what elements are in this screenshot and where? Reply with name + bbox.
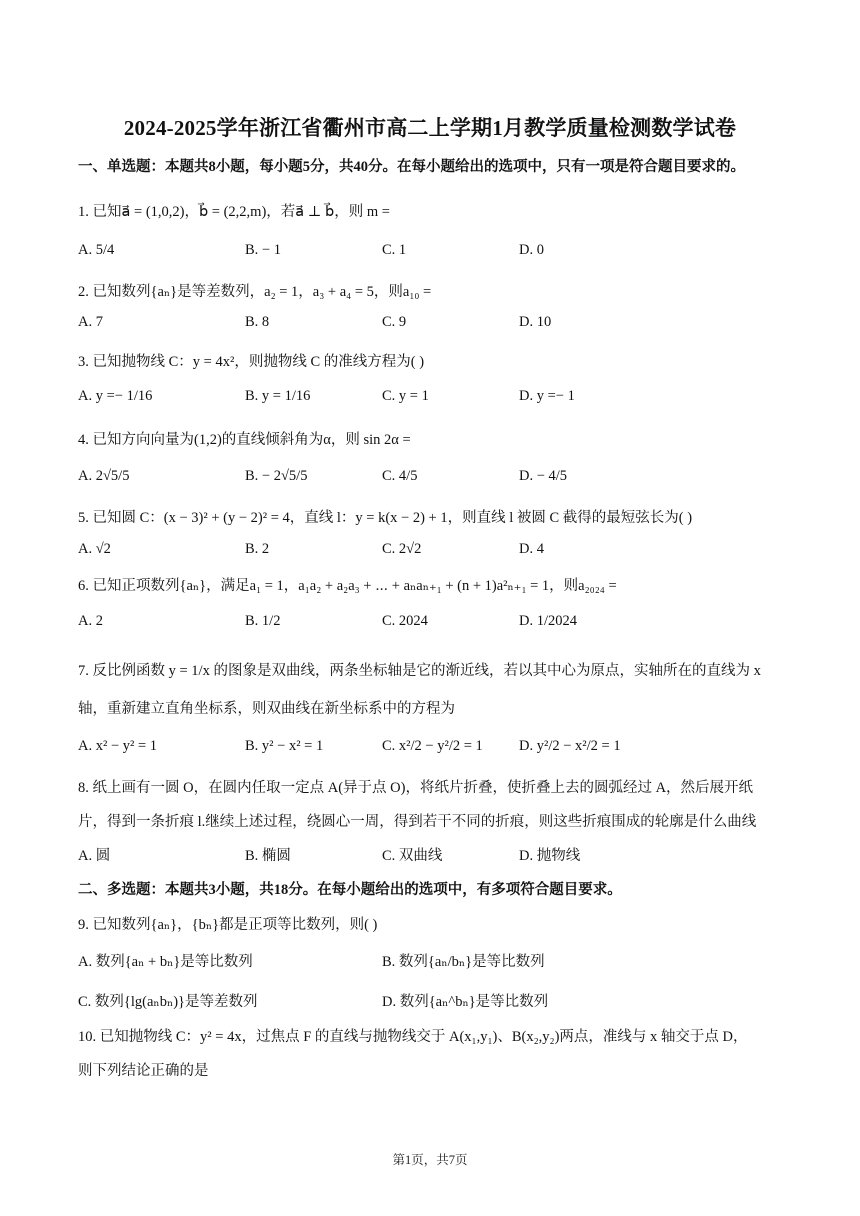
- option-c: C. 4/5: [382, 468, 418, 484]
- option-b: B. 8: [245, 314, 270, 330]
- question-1-options: [78, 242, 798, 264]
- question-6-stem: 6. 已知正项数列{aₙ}，满足a₁ = 1，a₁a₂ + a₂a₃ + ⋯ + aₙaₙ₊₁ + (n + 1)a²ₙ₊₁ = 1，则a₂₀₂₄ =: [78, 578, 617, 594]
- option-a: A. y =− 1/16: [78, 388, 153, 404]
- question-7-stem-continued: 轴，重新建立直角坐标系，则双曲线在新坐标系中的方程为: [78, 701, 455, 717]
- question-7-stem: 7. 反比例函数 y = 1/x 的图象是双曲线，两条坐标轴是它的渐近线，若以其中心为原点，实轴所在的直线为 x: [78, 663, 761, 679]
- option-c: C. 2√2: [382, 541, 422, 557]
- option-d: D. 4: [519, 541, 544, 557]
- option-b: B. − 1: [245, 242, 281, 258]
- question-6-options: [78, 613, 798, 635]
- option-a: A. 2√5/5: [78, 468, 130, 484]
- option-d: D. 抛物线: [519, 848, 581, 864]
- question-5-options: [78, 541, 798, 563]
- option-b: B. 2: [245, 541, 270, 557]
- option-a: A. 圆: [78, 848, 111, 864]
- question-2-options: [78, 314, 798, 336]
- option-b: B. y² − x² = 1: [245, 738, 324, 754]
- option-b: B. y = 1/16: [245, 388, 311, 404]
- question-3-stem: 3. 已知抛物线 C：y = 4x²，则抛物线 C 的准线方程为( ): [78, 354, 425, 370]
- option-d: D. 0: [519, 242, 544, 258]
- question-1-stem: 1. 已知a⃗ = (1,0,2)，b⃗ = (2,2,m)，若a⃗ ⊥ b⃗，则 m =: [78, 204, 390, 220]
- question-8-stem-continued: 片，得到一条折痕 l.继续上述过程，绕圆心一周，得到若干不同的折痕，则这些折痕围成的轮廓是什么曲线: [78, 814, 757, 830]
- option-c: C. 数列{lg(aₙbₙ)}是等差数列: [78, 994, 258, 1010]
- option-c: C. y = 1: [382, 388, 429, 404]
- option-c: C. x²/2 − y²/2 = 1: [382, 738, 483, 754]
- option-a: A. x² − y² = 1: [78, 738, 158, 754]
- page-footer: 第1页，共7页: [392, 1153, 468, 1167]
- question-8-stem: 8. 纸上画有一圆 O，在圆内任取一定点 A(异于点 O)，将纸片折叠，使折叠上去的圆弧经过 A，然后展开纸: [78, 780, 754, 796]
- question-9-options-row-2: [78, 990, 798, 1012]
- page-title: 2024-2025学年浙江省衢州市高二上学期1月教学质量检测数学试卷: [123, 116, 737, 140]
- option-c: C. 双曲线: [382, 848, 443, 864]
- question-8-options: [78, 844, 798, 866]
- option-b: B. − 2√5/5: [245, 468, 308, 484]
- option-b: B. 1/2: [245, 613, 281, 629]
- option-c: C. 9: [382, 314, 407, 330]
- question-2-stem: 2. 已知数列{aₙ}是等差数列，a₂ = 1，a₃ + a₄ = 5，则a₁₀ =: [78, 284, 432, 300]
- option-a: A. 数列{aₙ + bₙ}是等比数列: [78, 954, 253, 970]
- question-7-options: [78, 738, 798, 760]
- option-b: B. 椭圆: [245, 848, 291, 864]
- question-9-stem: 9. 已知数列{aₙ}，{bₙ}都是正项等比数列，则( ): [78, 917, 378, 933]
- option-a: A. √2: [78, 541, 111, 557]
- question-4-stem: 4. 已知方向向量为(1,2)的直线倾斜角为α，则 sin 2α =: [78, 432, 411, 448]
- option-d: D. 数列{aₙ^bₙ}是等比数列: [382, 994, 549, 1010]
- option-d: D. − 4/5: [519, 468, 568, 484]
- question-9-options-row-1: [78, 950, 798, 972]
- question-3-options: [78, 388, 798, 410]
- option-a: A. 5/4: [78, 242, 115, 258]
- option-d: D. y²/2 − x²/2 = 1: [519, 738, 621, 754]
- option-b: B. 数列{aₙ/bₙ}是等比数列: [382, 954, 545, 970]
- question-10-stem: 10. 已知抛物线 C：y² = 4x，过焦点 F 的直线与抛物线交于 A(x₁,y₁)、B(x₂,y₂)两点，准线与 x 轴交于点 D，: [78, 1029, 748, 1045]
- option-a: A. 7: [78, 314, 103, 330]
- section-single-choice-heading: 一、单选题：本题共8小题，每小题5分，共40分。在每小题给出的选项中，只有一项是符合题目要求的。: [78, 159, 745, 175]
- question-4-options: [78, 468, 798, 490]
- question-5-stem: 5. 已知圆 C：(x − 3)² + (y − 2)² = 4，直线 l：y = k(x − 2) + 1，则直线 l 被圆 C 截得的最短弦长为( ): [78, 510, 693, 526]
- question-10-stem-continued: 则下列结论正确的是: [78, 1063, 209, 1079]
- option-c: C. 1: [382, 242, 407, 258]
- option-d: D. 10: [519, 314, 552, 330]
- section-multiple-choice-heading: 二、多选题：本题共3小题，共18分。在每小题给出的选项中，有多项符合题目要求。: [78, 882, 622, 898]
- option-c: C. 2024: [382, 613, 428, 629]
- option-d: D. 1/2024: [519, 613, 577, 629]
- option-a: A. 2: [78, 613, 103, 629]
- option-d: D. y =− 1: [519, 388, 575, 404]
